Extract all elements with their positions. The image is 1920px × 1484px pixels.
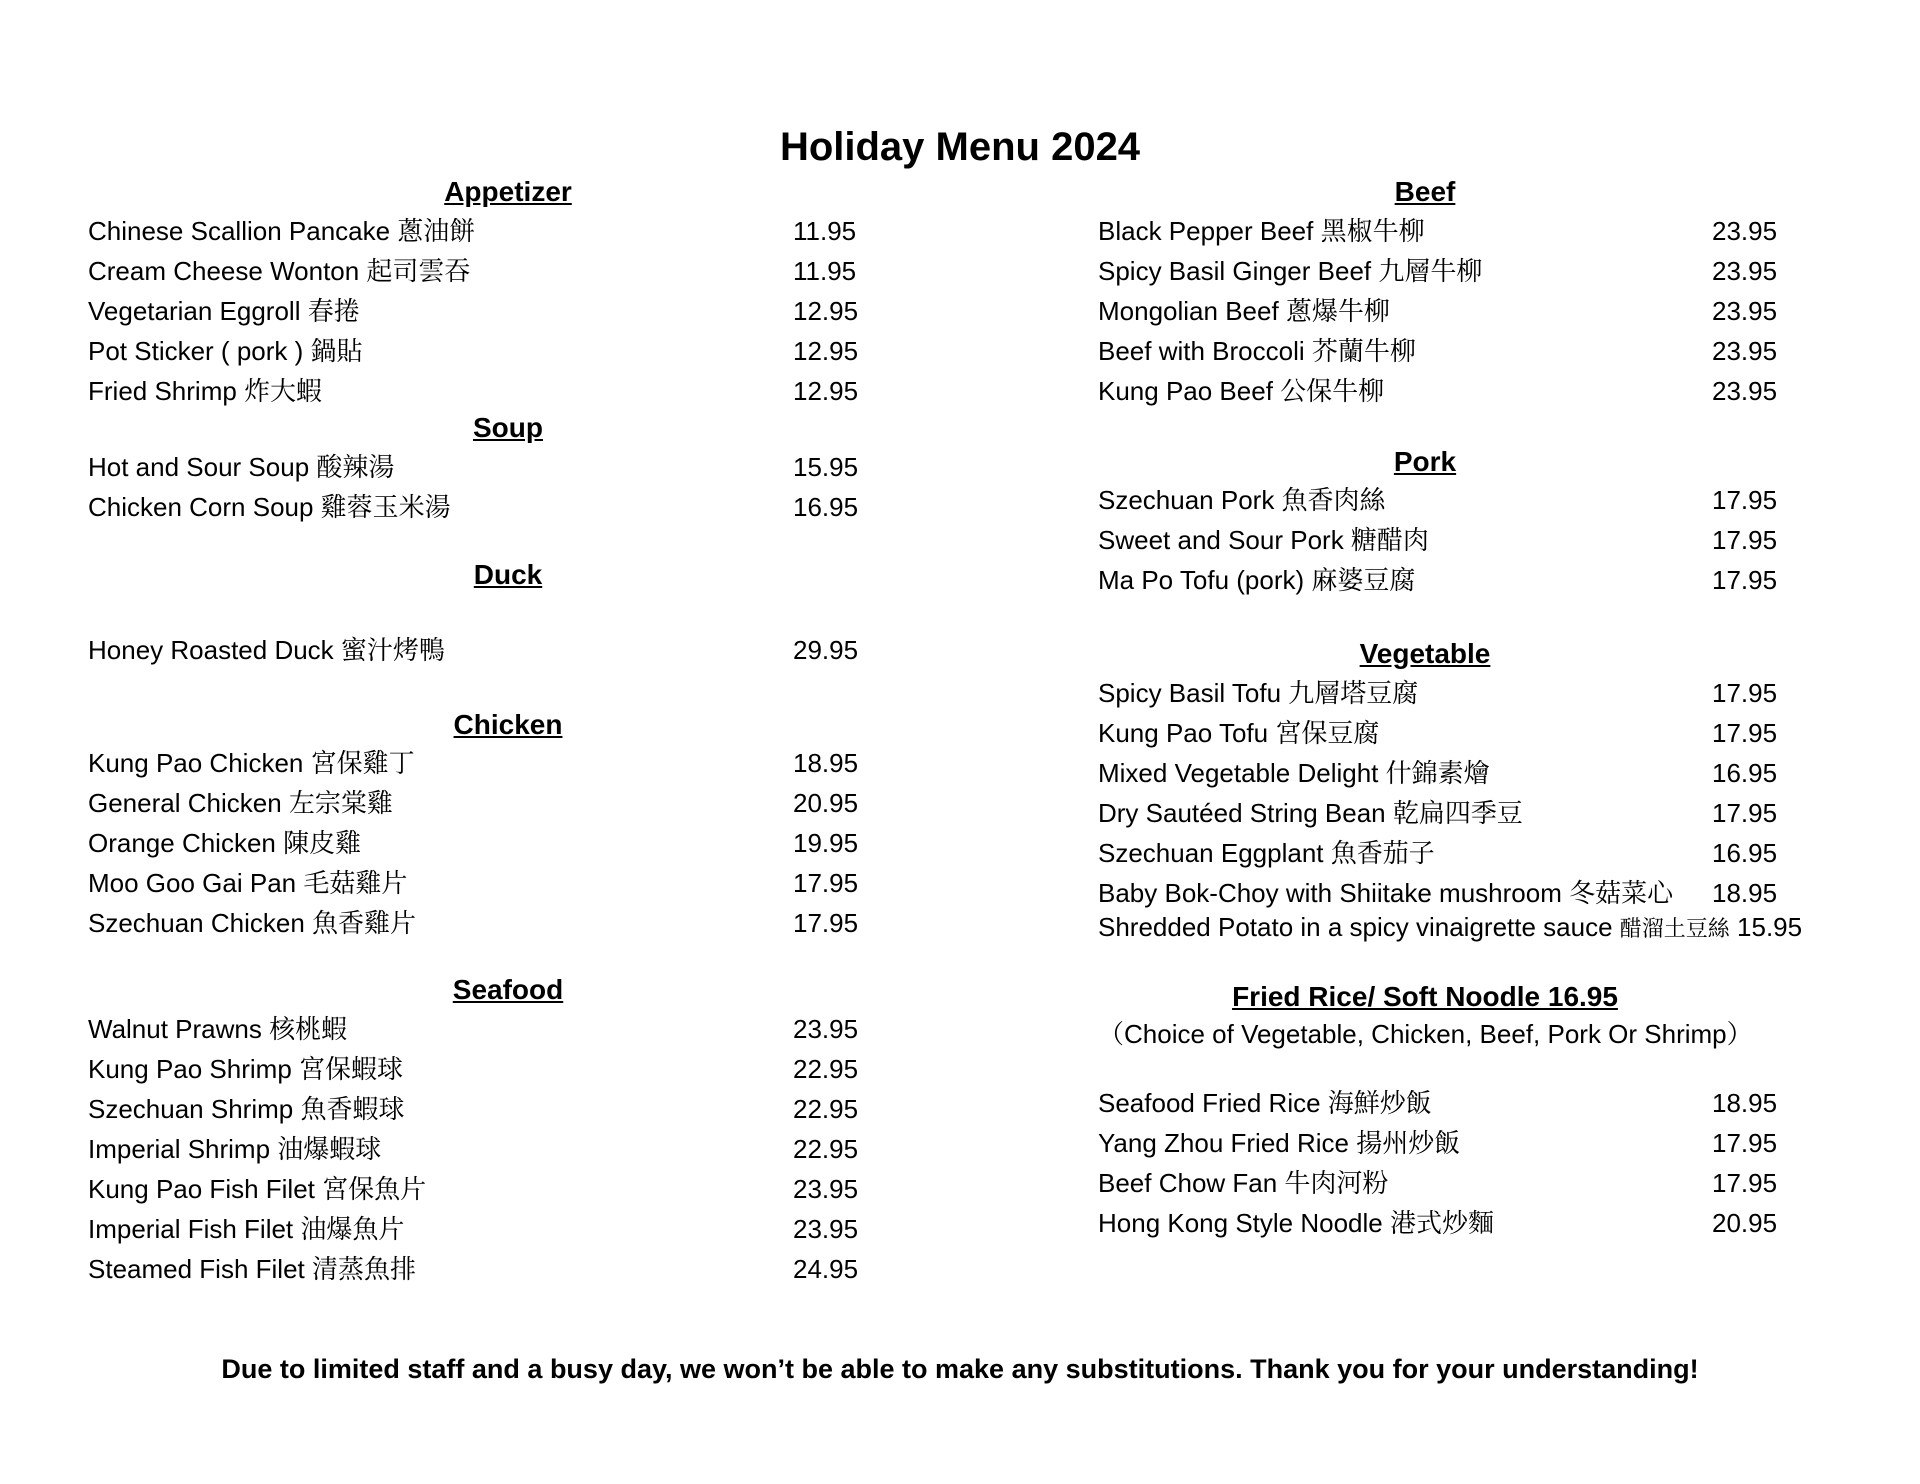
choice-note: （Choice of Vegetable, Chicken, Beef, Pork Or Shrimp） xyxy=(1098,1019,1753,1049)
menu-item-name-cn: 醋溜土豆絲 xyxy=(1619,916,1730,941)
menu-item-price: 16.95 xyxy=(1712,758,1778,788)
pork-heading: Pork xyxy=(1393,446,1457,477)
menu-item-name: Kung Pao Fish Filet 宮保魚片 xyxy=(88,1174,427,1204)
menu-item-name: Baby Bok-Choy with Shiitake mushroom 冬菇菜心 xyxy=(1098,878,1674,908)
menu-item-name: Moo Goo Gai Pan 毛菇雞片 xyxy=(88,868,408,898)
menu-item-name: Beef with Broccoli 芥蘭牛柳 xyxy=(1098,336,1416,366)
menu-item-price: 23.95 xyxy=(793,1014,859,1044)
menu-item-name: Chinese Scallion Pancake 蔥油餅 xyxy=(88,216,476,246)
menu-item-price: 19.95 xyxy=(793,828,859,858)
menu-item-price: 16.95 xyxy=(793,492,859,522)
duck-heading: Duck xyxy=(473,559,543,590)
menu-item-name: Kung Pao Beef 公保牛柳 xyxy=(1098,376,1385,406)
menu-item-name: Fried Shrimp 炸大蝦 xyxy=(88,376,323,406)
menu-item-price: 12.95 xyxy=(793,376,859,406)
menu-item-name: Kung Pao Tofu 宮保豆腐 xyxy=(1098,718,1380,748)
menu-item-name: Orange Chicken 陳皮雞 xyxy=(88,828,362,858)
menu-item-name: Imperial Shrimp 油爆蝦球 xyxy=(88,1134,382,1164)
menu-item-price: 17.95 xyxy=(1712,485,1778,515)
menu-item-name: Dry Sautéed String Bean 乾扁四季豆 xyxy=(1098,798,1523,828)
menu-item-price: 16.95 xyxy=(1712,838,1778,868)
menu-item-price: 24.95 xyxy=(793,1254,859,1284)
menu-item-name: Szechuan Shrimp 魚香蝦球 xyxy=(88,1094,405,1124)
menu-item-price: 23.95 xyxy=(1712,336,1778,366)
menu-item-price: 18.95 xyxy=(1712,878,1778,908)
menu-item-price: 17.95 xyxy=(793,868,859,898)
menu-item-price: 17.95 xyxy=(1712,565,1778,595)
menu-item-price: 23.95 xyxy=(1712,216,1778,246)
menu-item-name: Beef Chow Fan 牛肉河粉 xyxy=(1098,1168,1389,1198)
menu-item-price: 17.95 xyxy=(1712,718,1778,748)
menu-item-name: Szechuan Pork 魚香肉絲 xyxy=(1098,485,1386,515)
menu-item-price: 11.95 xyxy=(793,256,857,286)
menu-item-name: Szechuan Eggplant 魚香茄子 xyxy=(1098,838,1435,868)
menu-title: Holiday Menu 2024 xyxy=(779,125,1141,169)
menu-item-name: Sweet and Sour Pork 糖醋肉 xyxy=(1098,525,1429,555)
menu-item-name: Kung Pao Chicken 宮保雞丁 xyxy=(88,748,415,778)
menu-item-name: Seafood Fried Rice 海鮮炒飯 xyxy=(1098,1088,1432,1118)
menu-item-price: 15.95 xyxy=(793,452,859,482)
menu-item-name: Imperial Fish Filet 油爆魚片 xyxy=(88,1214,405,1244)
menu-item-name: Spicy Basil Tofu 九層塔豆腐 xyxy=(1098,678,1419,708)
chicken-heading: Chicken xyxy=(453,709,563,740)
menu-item-name: Cream Cheese Wonton 起司雲吞 xyxy=(88,256,471,286)
menu-item-price: 12.95 xyxy=(793,296,859,326)
menu-item-name: Pot Sticker ( pork ) 鍋貼 xyxy=(88,336,363,366)
menu-item-price: 11.95 xyxy=(793,216,857,246)
menu-item-price: 22.95 xyxy=(793,1054,859,1084)
seafood-heading: Seafood xyxy=(452,974,564,1005)
menu-item-name: Walnut Prawns 核桃蝦 xyxy=(88,1014,348,1044)
menu-item-name: Ma Po Tofu (pork) 麻婆豆腐 xyxy=(1098,565,1416,595)
menu-item-name: Kung Pao Shrimp 宮保蝦球 xyxy=(88,1054,404,1084)
menu-item-name: Spicy Basil Ginger Beef 九層牛柳 xyxy=(1098,256,1483,286)
menu-item-price: 18.95 xyxy=(1712,1088,1778,1118)
menu-item-name: Steamed Fish Filet 清蒸魚排 xyxy=(88,1254,416,1284)
menu-item-name: Szechuan Chicken 魚香雞片 xyxy=(88,908,417,938)
menu-item-price: 17.95 xyxy=(793,908,859,938)
vegetable-heading: Vegetable xyxy=(1359,638,1491,669)
menu-item-name-en: Shredded Potato in a spicy vinaigrette sauce xyxy=(1098,912,1613,942)
menu-item-price: 23.95 xyxy=(1712,256,1778,286)
menu-item-price: 22.95 xyxy=(793,1134,859,1164)
menu-item-price: 23.95 xyxy=(793,1174,859,1204)
menu-item-price: 17.95 xyxy=(1712,1168,1778,1198)
menu-item-price: 17.95 xyxy=(1712,525,1778,555)
fried-rice-heading: Fried Rice/ Soft Noodle 16.95 xyxy=(1232,981,1618,1012)
menu-item-name xyxy=(1098,910,1802,946)
menu-item-name: Honey Roasted Duck 蜜汁烤鴨 xyxy=(88,635,445,665)
menu-item-price: 23.95 xyxy=(1712,376,1778,406)
menu-item-price: 20.95 xyxy=(793,788,859,818)
menu-item-price: 29.95 xyxy=(793,635,859,665)
menu-item-name: Black Pepper Beef 黑椒牛柳 xyxy=(1098,216,1425,246)
footer-notice: Due to limited staff and a busy day, we won’t be able to make any substitutions. Thank you for your understanding! xyxy=(221,1354,1699,1384)
menu-item-price: 17.95 xyxy=(1712,798,1778,828)
menu-item-name: Vegetarian Eggroll 春捲 xyxy=(88,296,360,326)
menu-item-price: 17.95 xyxy=(1712,678,1778,708)
menu-item-price: 23.95 xyxy=(793,1214,859,1244)
menu-item-price: 23.95 xyxy=(1712,296,1778,326)
menu-item-price: 17.95 xyxy=(1712,1128,1778,1158)
appetizer-heading: Appetizer xyxy=(444,176,572,207)
menu-item-name: General Chicken 左宗棠雞 xyxy=(88,788,393,818)
menu-item-price: 22.95 xyxy=(793,1094,859,1124)
menu-item-name: Hot and Sour Soup 酸辣湯 xyxy=(88,452,395,482)
beef-heading: Beef xyxy=(1394,176,1456,207)
menu-item-price: 15.95 xyxy=(1737,912,1803,942)
menu-item-price: 20.95 xyxy=(1712,1208,1778,1238)
menu-item-name: Chicken Corn Soup 雞蓉玉米湯 xyxy=(88,492,451,522)
menu-item-name: Mongolian Beef 蔥爆牛柳 xyxy=(1098,296,1390,326)
menu-item-price: 12.95 xyxy=(793,336,859,366)
soup-heading: Soup xyxy=(473,412,543,443)
menu-item-name: Hong Kong Style Noodle 港式炒麵 xyxy=(1098,1208,1494,1238)
menu-item-name: Yang Zhou Fried Rice 揚州炒飯 xyxy=(1098,1128,1461,1158)
menu-item-name: Mixed Vegetable Delight 什錦素燴 xyxy=(1098,758,1490,788)
menu-item-price: 18.95 xyxy=(793,748,859,778)
